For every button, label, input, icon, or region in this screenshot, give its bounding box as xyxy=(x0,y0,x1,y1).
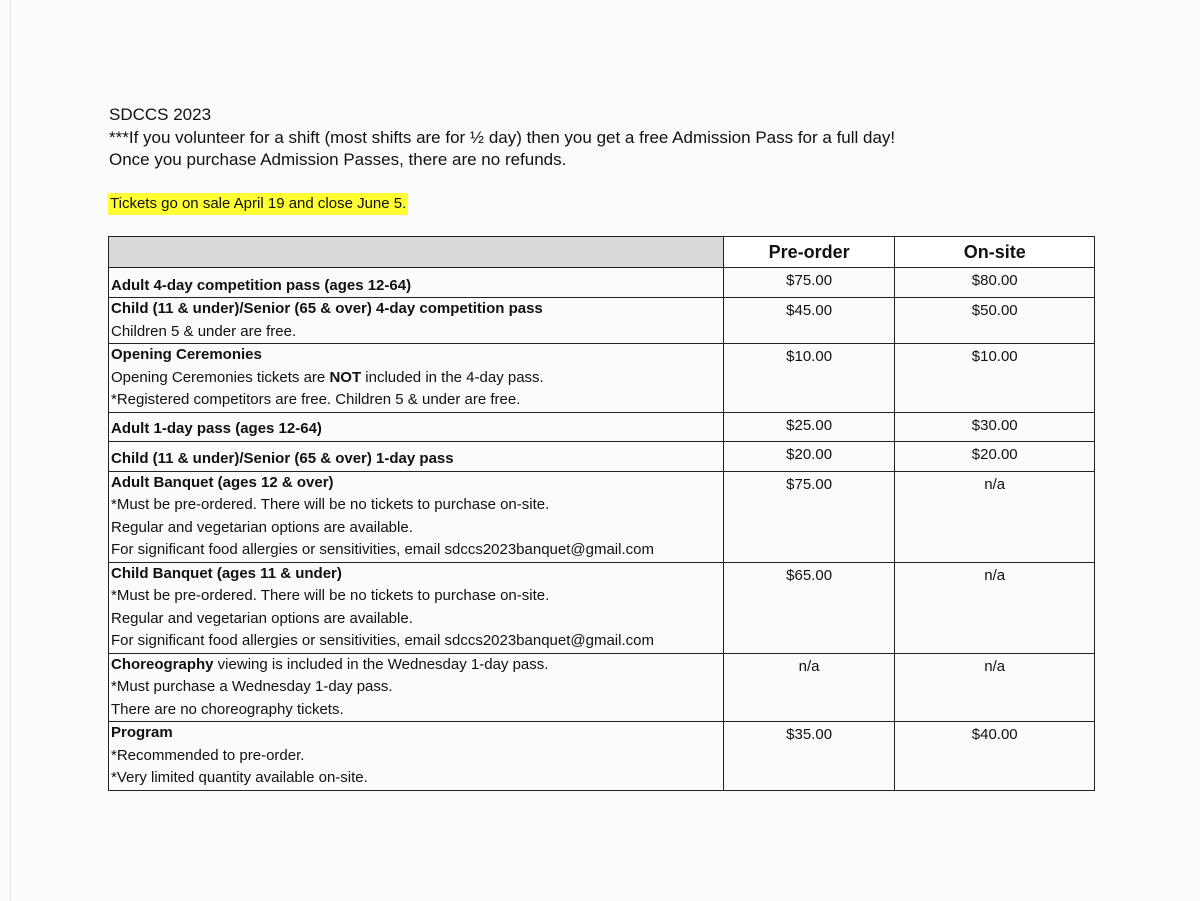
row-note: *Very limited quantity available on-site. xyxy=(111,769,368,786)
header-onsite: On-site xyxy=(895,237,1095,268)
onsite-price: $10.00 xyxy=(895,344,1095,413)
onsite-price: $50.00 xyxy=(895,298,1095,344)
onsite-price: $30.00 xyxy=(895,412,1095,441)
row-note: *Registered competitors are free. Children 5 & under are free. xyxy=(111,391,521,408)
table-row xyxy=(109,562,1095,653)
table-row xyxy=(109,298,1095,344)
preorder-price: $75.00 xyxy=(723,471,895,562)
preorder-price: $75.00 xyxy=(723,268,895,298)
preorder-price: n/a xyxy=(723,653,895,722)
row-note: Children 5 & under are free. xyxy=(111,322,297,340)
row-title: Child Banquet (ages 11 & under) xyxy=(111,564,342,582)
table-row xyxy=(109,471,1095,562)
row-title-emphasis: Choreography xyxy=(111,655,214,673)
row-note: *Must be pre-ordered. There will be no tickets to purchase on-site. xyxy=(111,496,550,513)
onsite-price: n/a xyxy=(895,562,1095,653)
document-header xyxy=(109,104,895,172)
row-title: Child (11 & under)/Senior (65 & over) 1-day pass xyxy=(111,450,454,467)
row-note: Regular and vegetarian options are available. xyxy=(111,609,413,627)
row-title: Adult Banquet (ages 12 & over) xyxy=(111,473,334,491)
preorder-price: $45.00 xyxy=(723,298,895,344)
table-row xyxy=(109,441,1095,471)
page-edge xyxy=(10,0,11,901)
preorder-price: $25.00 xyxy=(723,412,895,441)
row-description xyxy=(109,471,724,562)
row-note: *Must purchase a Wednesday 1-day pass. xyxy=(111,678,393,695)
row-title: Child (11 & under)/Senior (65 & over) 4-day competition pass xyxy=(111,300,543,317)
row-title: Adult 4-day competition pass (ages 12-64) xyxy=(111,276,412,294)
onsite-price: $80.00 xyxy=(895,268,1095,298)
row-description xyxy=(109,722,724,791)
table-header-row xyxy=(109,237,1095,268)
onsite-price: n/a xyxy=(895,471,1095,562)
preorder-price: $65.00 xyxy=(723,562,895,653)
row-title xyxy=(111,654,723,677)
price-table xyxy=(108,236,1095,791)
refund-note: Once you purchase Admission Passes, there are no refunds. xyxy=(109,150,567,169)
preorder-price: $35.00 xyxy=(723,722,895,791)
onsite-price: n/a xyxy=(895,653,1095,722)
row-note xyxy=(111,367,723,390)
row-title-rest: viewing is included in the Wednesday 1-day pass. xyxy=(213,655,549,673)
note-emphasis: NOT xyxy=(329,368,362,386)
row-note: *Must be pre-ordered. There will be no tickets to purchase on-site. xyxy=(111,587,550,604)
row-note: For significant food allergies or sensitivities, email sdccs2023banquet@gmail.com xyxy=(111,632,654,649)
note-text: included in the 4-day pass. xyxy=(361,368,544,386)
table-row xyxy=(109,412,1095,441)
row-description xyxy=(109,412,724,441)
row-description xyxy=(109,344,724,413)
header-blank-cell xyxy=(109,237,724,268)
table-row xyxy=(109,268,1095,298)
table-row xyxy=(109,344,1095,413)
preorder-price: $20.00 xyxy=(723,441,895,471)
row-description xyxy=(109,653,724,722)
row-description xyxy=(109,298,724,344)
row-note: For significant food allergies or sensitivities, email sdccs2023banquet@gmail.com xyxy=(111,541,654,558)
row-title: Program xyxy=(111,724,173,741)
header-preorder: Pre-order xyxy=(723,237,895,268)
row-description xyxy=(109,562,724,653)
table-row xyxy=(109,653,1095,722)
preorder-price: $10.00 xyxy=(723,344,895,413)
onsite-price: $40.00 xyxy=(895,722,1095,791)
volunteer-note: ***If you volunteer for a shift (most shifts are for ½ day) then you get a free Admission Pass for a full day! xyxy=(109,127,896,147)
document-title: SDCCS 2023 xyxy=(109,105,212,124)
row-description xyxy=(109,441,724,471)
row-note: Regular and vegetarian options are available. xyxy=(111,518,413,536)
onsite-price: $20.00 xyxy=(895,441,1095,471)
row-note: There are no choreography tickets. xyxy=(111,700,344,718)
note-text: Opening Ceremonies tickets are xyxy=(111,368,330,386)
table-row xyxy=(109,722,1095,791)
row-title: Opening Ceremonies xyxy=(111,346,262,363)
row-description xyxy=(109,268,724,298)
row-title: Adult 1-day pass (ages 12-64) xyxy=(111,420,322,437)
sale-dates-notice: Tickets go on sale April 19 and close June 5. xyxy=(108,193,408,215)
row-note: *Recommended to pre-order. xyxy=(111,746,305,764)
